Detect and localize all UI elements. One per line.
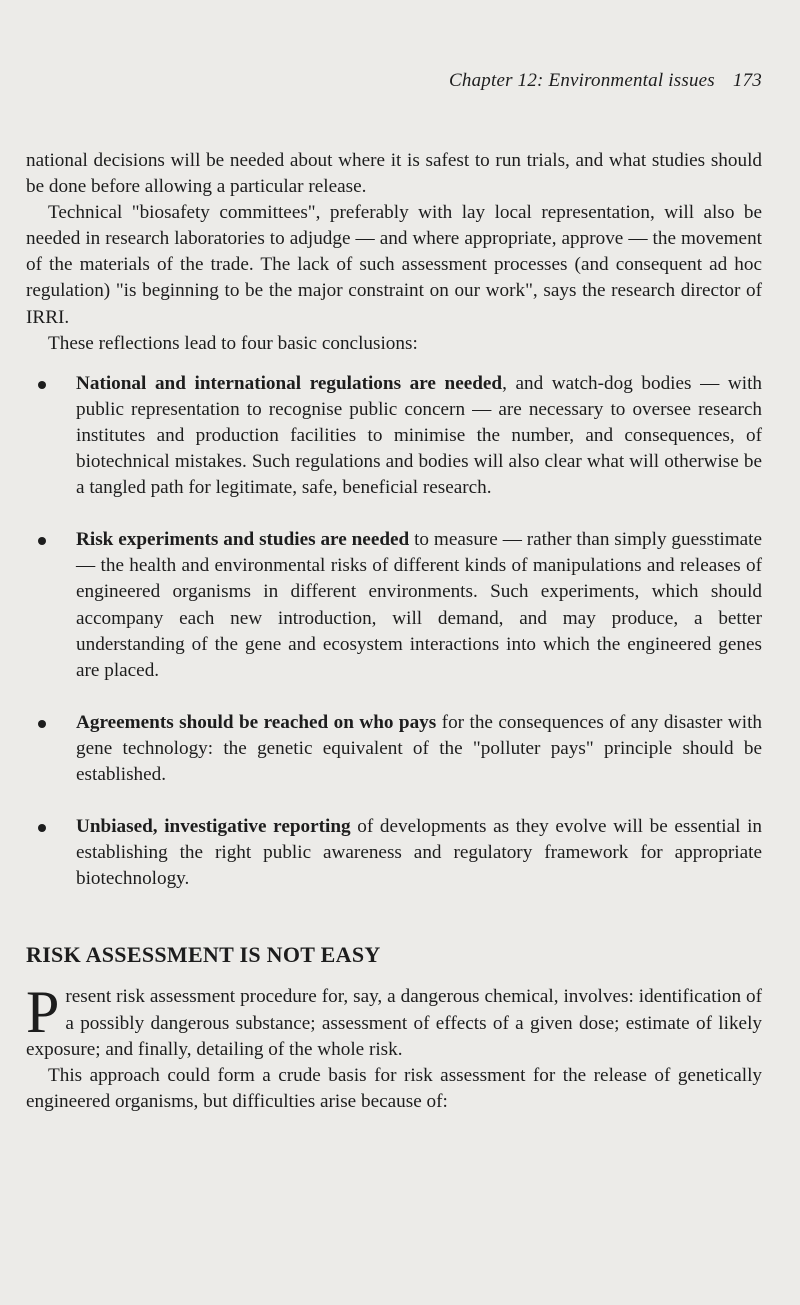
conclusion-lead: Unbiased, investigative reporting [76,816,351,838]
page-body [26,148,762,1115]
list-item [26,814,762,892]
chapter-title: Chapter 12: Environmental issues [449,70,715,91]
section-heading: RISK ASSESSMENT IS NOT EASY [26,942,381,968]
risk-procedure-text: resent risk assessment procedure for, say, a dangerous chemical, involves: identification of a possibly dangerous substance; assessment of effects of a given dose; estimate of likely exposure; and finally, detailing of the whole risk. [26,986,762,1060]
risk-procedure-paragraph [26,979,762,1062]
conclusions-list [26,371,762,893]
bullet-icon [38,537,46,545]
conclusion-text: of developments as they evolve will be essential in establishing the right public awareness and regulatory framework for appropriate biotechnology. [76,816,762,890]
biosafety-paragraph: Technical "biosafety committees", preferably with lay local representation, will also be needed in research laboratories to adjudge — and where appropriate, approve — the movement of the materials of the trade. The lack of such assessment processes (and consequent ad hoc regulation) "is beginning to be the major constraint on our work", says the research director of IRRI. [26,202,762,328]
bullet-icon [38,720,46,728]
running-head [449,70,762,92]
conclusion-text: to measure — rather than simply guesstimate — the health and environmental risks of different kinds of manipulations and releases of engineered organisms in different environments. Such experiments, which should accompany each new introduction, will demand, and may produce, a better understanding of the gene and ecosystem interactions into which the engineered genes are placed. [76,529,763,681]
conclusion-text: , and watch-dog bodies — with public representation to recognise public concern — are necessary to oversee research institutes and production facilities to minimise the number, and consequences, of biotechnical mistakes. Such regulations and bodies will also clear what will otherwise be a tangled path for legitimate, safe, beneficial research. [76,372,762,499]
conclusion-lead: Risk experiments and studies are needed [76,529,410,551]
bullet-icon [38,381,46,389]
page-number: 173 [732,70,762,91]
conclusion-text: for the consequences of any disaster with gene technology: the genetic equivalent of the "polluter pays" principle should be established. [76,711,762,785]
bullet-icon [38,824,46,832]
drop-cap: P [26,979,60,1046]
approach-paragraph: This approach could form a crude basis for risk assessment for the release of genetically engineered organisms, but difficulties arise because of: [26,1064,762,1112]
list-item [26,371,762,501]
intro-paragraph-continued: national decisions will be needed about where it is safest to run trials, and what studies should be done before allowing a particular release. [26,150,762,198]
list-item [26,710,762,788]
conclusions-intro: These reflections lead to four basic conclusions: [48,332,418,354]
conclusion-lead: National and international regulations are needed [76,372,503,394]
conclusion-lead: Agreements should be reached on who pays [76,711,437,733]
list-item [26,527,762,684]
